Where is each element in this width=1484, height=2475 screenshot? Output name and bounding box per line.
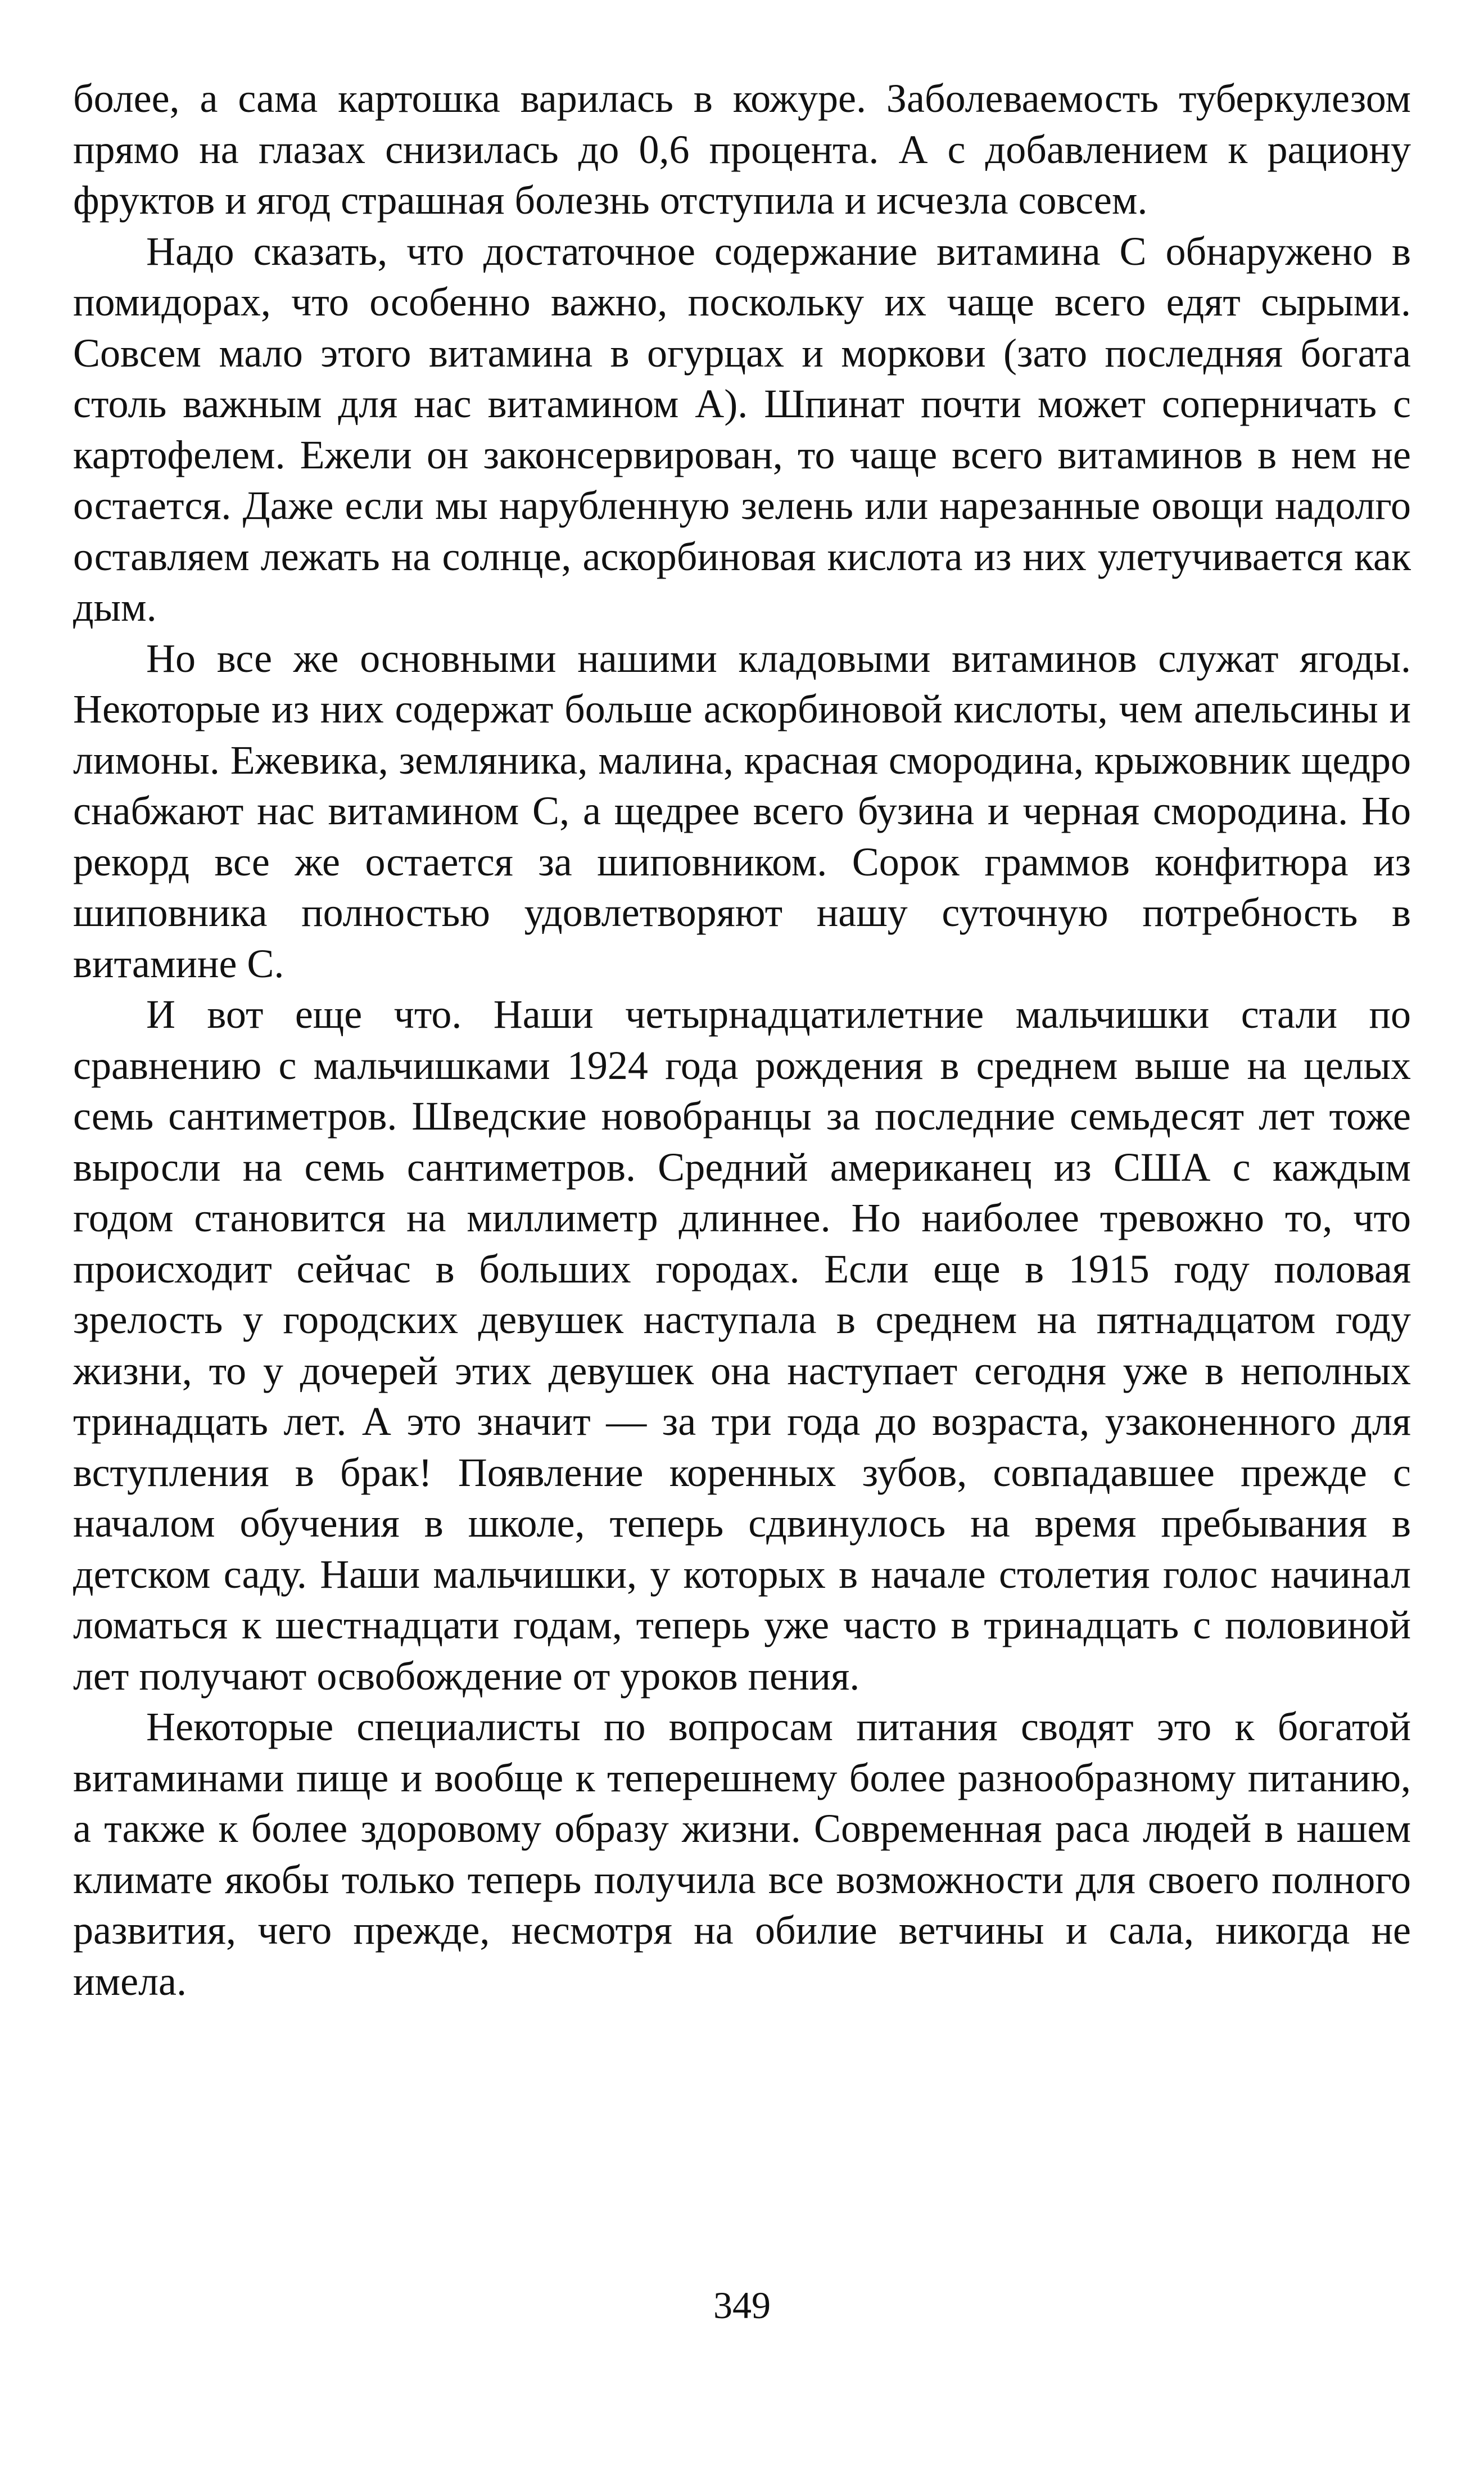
paragraph-acceleration: И вот еще что. Наши четырнадцатилетние мальчишки стали по сравнению с мальчишками 1924 года рождения в среднем выше на целых семь сантиметров. Шведские новобранцы за последние семьдесят лет тоже выросли на семь сантиметров. Средний американец из США с каждым годом становится на миллиметр длиннее. Но наиболее тревожно то, что происходит сейчас в больших городах. Если еще в 1915 году половая зрелость у городских девушек наступала в среднем на пятнадцатом году жизни, то у дочерей этих девушек она наступает сегодня уже в неполных тринадцать лет. А это значит — за три года до возраста, узаконенного для вступления в брак! Появление коренных зубов, совпадавшее прежде с началом обучения в школе, теперь сдвинулось на время пребывания в детском саду. Наши мальчишки, у которых в начале столетия голос начинал ломаться к шестнадцати годам, теперь уже часто в тринадцать с половиной лет получают освобождение от уроков пения. bbox=[73, 992, 1411, 1699]
paragraph-berries: Но все же основными нашими кладовыми витаминов служат ягоды. Некоторые из них содержат больше аскорбиновой кислоты, чем апельсины и лимоны. Ежевика, земляника, малина, красная смородина, крыжовник щедро снабжают нас витамином С, а щедрее всего бузина и черная смородина. Но рекорд все же остается за шиповником. Сорок граммов конфитюра из шиповника полностью удовлетворяют нашу суточную потребность в витамине С. bbox=[73, 635, 1411, 986]
paragraph-vitamin-c-vegetables: Надо сказать, что достаточное содержание витамина С обнаружено в помидорах, что особенно важно, поскольку их чаще всего едят сырыми. Совсем мало этого витамина в огурцах и моркови (зато последняя богата столь важным для нас витамином А). Шпинат почти может соперничать с картофелем. Ежели он законсервирован, то чаще всего витаминов в нем не остается. Даже если мы нарубленную зелень или нарезанные овощи надолго оставляем лежать на солнце, аскорбиновая кислота из них улетучивается как дым. bbox=[73, 228, 1411, 630]
paragraph-nutrition-specialists: Некоторые специалисты по вопросам питания сводят это к богатой витаминами пище и вообще к теперешнему более разнообразному питанию, а также к более здоровому образу жизни. Современная раса людей в нашем климате якобы только теперь получила все возможности для своего полного развития, чего прежде, несмотря на обилие ветчины и сала, никогда не имела. bbox=[73, 1704, 1411, 2004]
page-body bbox=[73, 73, 1411, 2007]
page-number: 349 bbox=[713, 2284, 771, 2327]
paragraph-continuation: более, а сама картошка варилась в кожуре. Заболеваемость туберкулезом прямо на глазах снизилась до 0,6 процента. А с добавлением к рациону фруктов и ягод страшная болезнь отступила и исчезла совсем. bbox=[73, 76, 1411, 223]
